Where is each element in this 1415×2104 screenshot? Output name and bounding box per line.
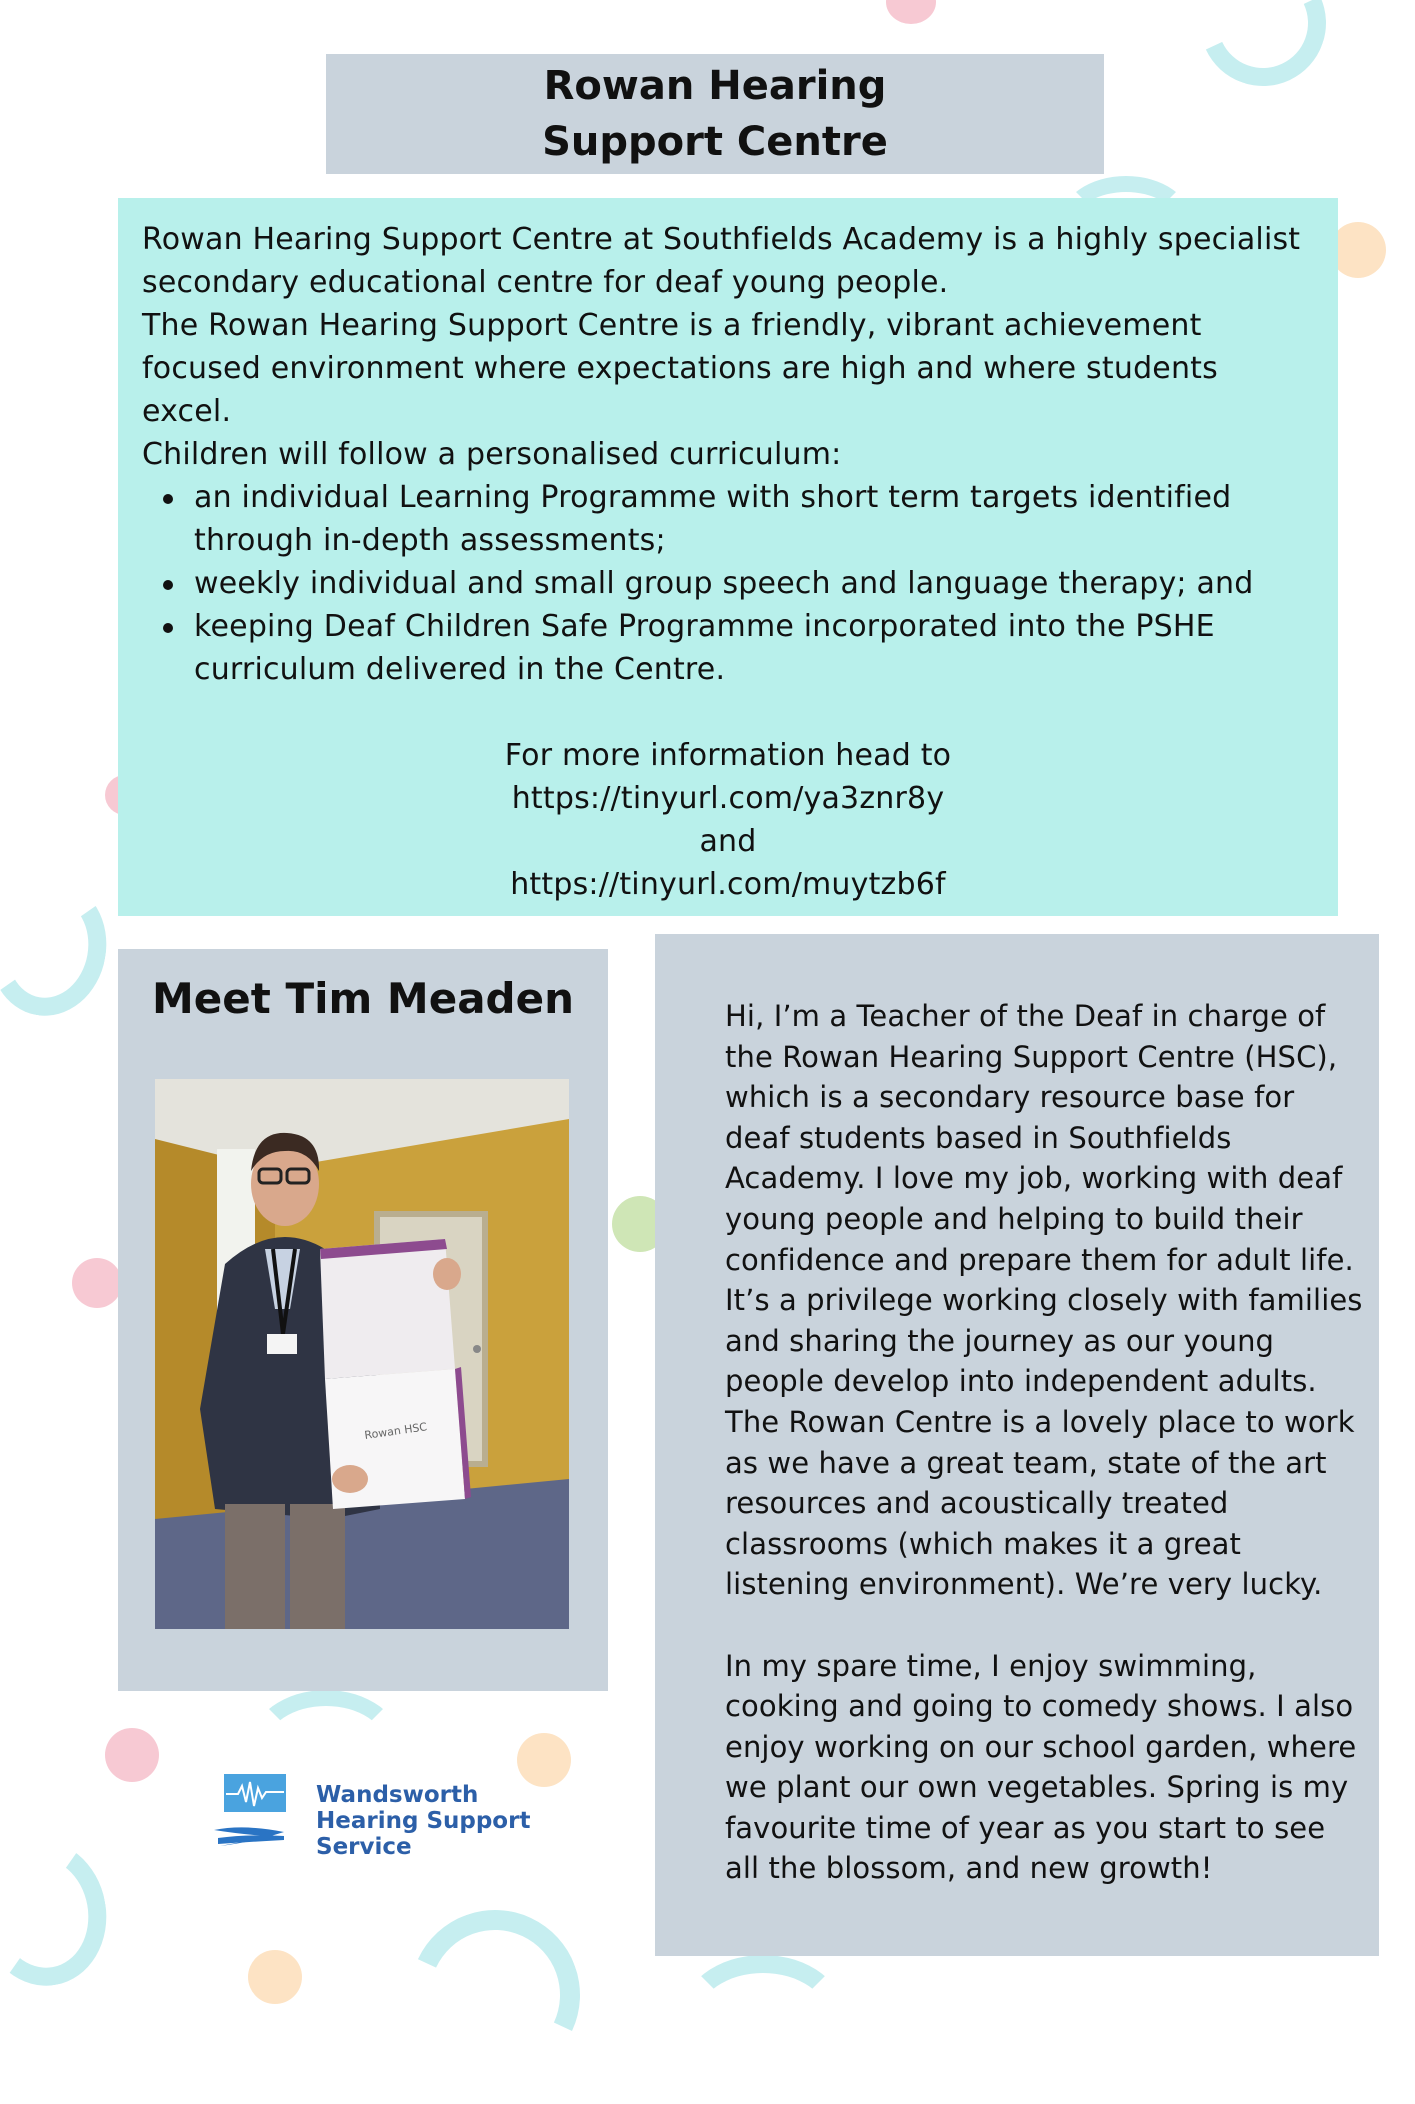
more-info-text: and: [699, 824, 757, 859]
profile-panel: [118, 949, 608, 1691]
logo-text: [316, 1782, 530, 1860]
folder-label: Rowan HSC: [363, 1420, 428, 1442]
logo-line: Hearing Support: [316, 1808, 531, 1834]
cyan-arc-decoration: [0, 871, 117, 1025]
page-title-line1: Rowan Hearing: [543, 63, 887, 109]
logo-line: Wandsworth: [316, 1782, 479, 1808]
curriculum-list: [142, 476, 1314, 691]
info-link[interactable]: https://tinyurl.com/muytzb6f: [510, 867, 946, 902]
cyan-arc-decoration: [386, 1886, 604, 2104]
cyan-arc-decoration: [680, 1955, 846, 2081]
cyan-arc-decoration: [0, 1830, 118, 1996]
cyan-arc-decoration: [1182, 0, 1343, 104]
peach-dot-decoration: [248, 1950, 302, 2004]
logo-line: Service: [316, 1834, 412, 1860]
info-link[interactable]: https://tinyurl.com/ya3znr8y: [511, 781, 945, 816]
curriculum-list-item: keeping Deaf Children Safe Programme incorporated into the PSHE curriculum delivered in the Centre.: [194, 605, 1314, 691]
bio-paragraph: In my spare time, I enjoy swimming, cooking and going to comedy shows. I also enjoy working on our school garden, where we plant our own vegetables. Spring is my favourite time of year as you start to see all the blossom, and new growth!: [725, 1648, 1357, 1886]
intro-panel: [118, 198, 1338, 916]
staff-photo: [155, 1079, 569, 1629]
title-banner: [326, 54, 1104, 174]
intro-paragraph: Children will follow a personalised curriculum:: [142, 437, 842, 472]
pink-dot-decoration: [886, 0, 936, 24]
bio-panel: [655, 934, 1379, 1956]
profile-title: Meet Tim Meaden: [152, 974, 574, 1023]
hearing-wave-icon: [214, 1772, 314, 1866]
curriculum-list-item: weekly individual and small group speech and language therapy; and: [194, 562, 1314, 605]
peach-dot-decoration: [1330, 222, 1386, 278]
more-info-block: [142, 734, 1314, 906]
page-title-line2: Support Centre: [542, 119, 888, 165]
curriculum-list-item: an individual Learning Programme with short term targets identified through in-depth assessments;: [194, 476, 1314, 562]
intro-paragraph: The Rowan Hearing Support Centre is a friendly, vibrant achievement focused environment where expectations are high and where students excel.: [142, 308, 1218, 429]
bio-paragraph: Hi, I’m a Teacher of the Deaf in charge of the Rowan Hearing Support Centre (HSC), which is a secondary resource base for deaf students based in Southfields Academy. I love my job, working with deaf young people and helping to build their confidence and prepare them for adult life. It’s a privilege working closely with families and sharing the journey as our young people develop into independent adults. The Rowan Centre is a lovely place to work as we have a great team, state of the art resources and acoustically treated classrooms (which makes it a great listening environment). We’re very lucky.: [725, 999, 1363, 1602]
wandsworth-logo: [214, 1772, 534, 1866]
pink-dot-decoration: [105, 1728, 159, 1782]
intro-paragraph: Rowan Hearing Support Centre at Southfields Academy is a highly specialist secondary educational centre for deaf young people.: [142, 222, 1301, 300]
more-info-text: For more information head to: [504, 738, 952, 773]
pink-dot-decoration: [72, 1258, 122, 1308]
